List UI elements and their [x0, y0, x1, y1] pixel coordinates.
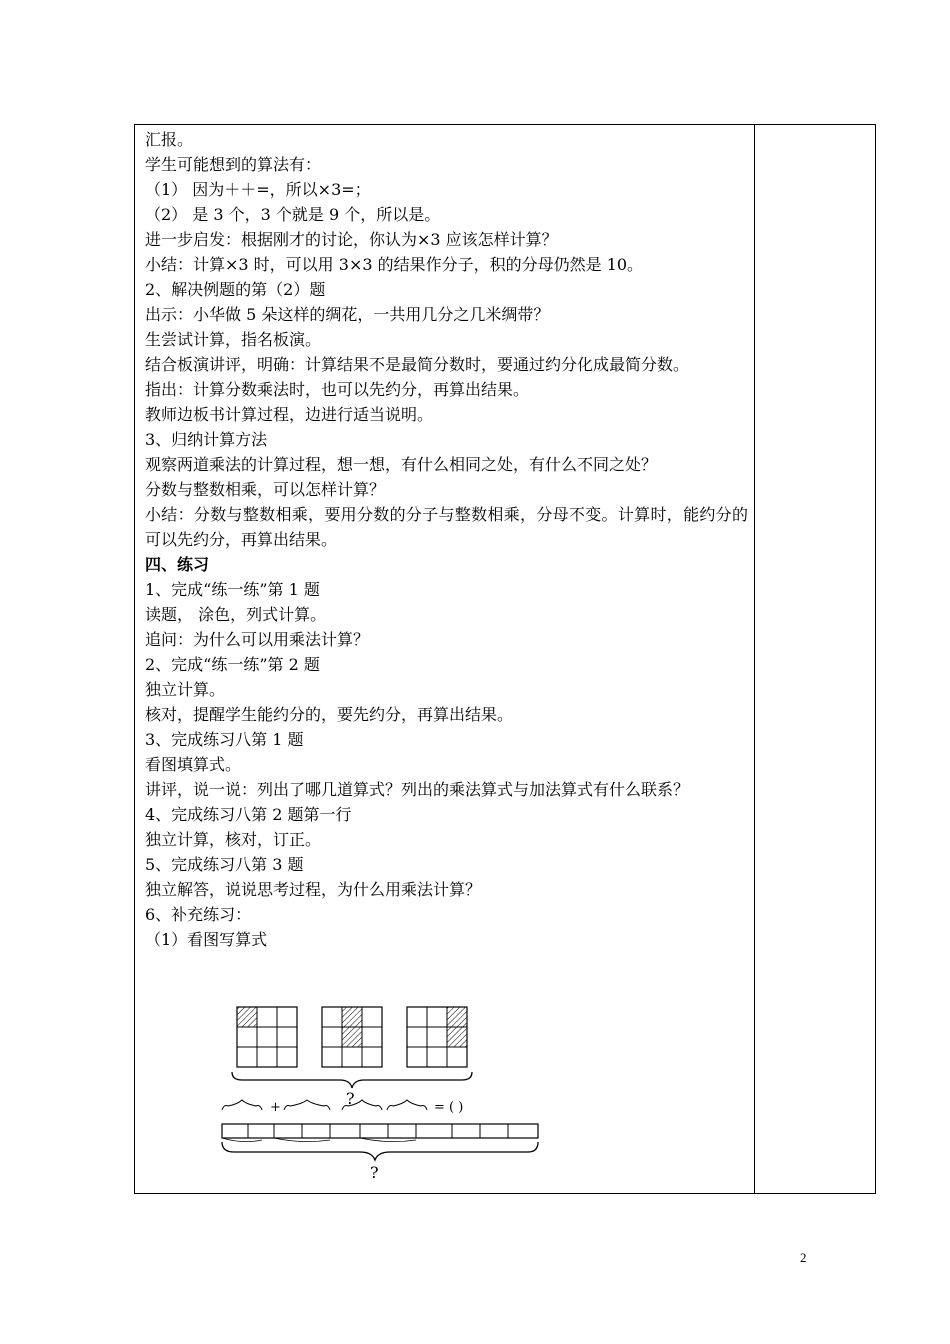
text-line: 3、完成练习八第 1 题: [145, 730, 304, 749]
page-number: 2: [800, 1250, 807, 1265]
segment-bar: [222, 1124, 538, 1142]
text-line: （2） 是 3 个，3 个就是 9 个，所以是。: [145, 205, 441, 224]
text-line: 6、补充练习：: [145, 905, 252, 924]
text-line: 观察两道乘法的计算过程，想一想，有什么相同之处，有什么不同之处？: [145, 455, 658, 474]
equation-answer: = ( ): [434, 1100, 464, 1115]
text-line: 生尝试计算，指名板演。: [145, 330, 322, 349]
text-line: 看图填算式。: [145, 755, 242, 774]
text-line: 核对，提醒学生能约分的，要先约分，再算出结果。: [145, 705, 514, 724]
text-line: 2、完成“练一练”第 2 题: [145, 655, 320, 674]
equation-row: [222, 1100, 463, 1115]
plus-sign: +: [270, 1100, 281, 1115]
text-line: 指出：计算分数乘法时，也可以先约分，再算出结果。: [145, 380, 530, 399]
text-line: 小结：计算×3 时，可以用 3×3 的结果作分子，积的分母仍然是 10。: [145, 255, 644, 274]
text-line: 汇报。: [145, 130, 194, 149]
top-brace: [232, 1072, 472, 1088]
text-line: 5、完成练习八第 3 题: [145, 855, 304, 874]
text-line: 读题， 涂色，列式计算。: [145, 605, 327, 624]
text-line: 进一步启发：根据刚才的讨论，你认为×3 应该怎样计算？: [145, 230, 558, 249]
bottom-brace: [222, 1142, 538, 1160]
text-line: （1）看图写算式: [145, 930, 268, 949]
text-line: 独立计算，核对，订正。: [145, 830, 322, 849]
section-title: 3、归纳计算方法: [145, 430, 268, 449]
shaded-grid: [237, 1007, 297, 1067]
text-paragraph: 小结：分数与整数相乘，要用分数的分子与整数相乘，分母不变。计算时，能约分的可以先约分，再算出结果。: [145, 505, 748, 549]
shaded-grid: [407, 1007, 467, 1067]
text-line: （1） 因为＋＋=，所以×3=；: [145, 180, 371, 199]
text-line: 分数与整数相乘，可以怎样计算？: [145, 480, 386, 499]
question-mark: ?: [346, 1089, 355, 1108]
text-line: 教师边板书计算过程，边进行适当说明。: [145, 405, 434, 424]
shaded-grid: [322, 1007, 382, 1067]
section-title: 2、解决例题的第（2）题: [145, 280, 326, 299]
text-line: 追问：为什么可以用乘法计算？: [145, 630, 370, 649]
lesson-content: [145, 127, 748, 952]
section-heading: 四、练习: [145, 555, 210, 574]
text-line: 1、完成“练一练”第 1 题: [145, 580, 320, 599]
text-line: 4、完成练习八第 2 题第一行: [145, 805, 352, 824]
text-line: 学生可能想到的算法有：: [145, 155, 322, 174]
text-line: 独立计算。: [145, 680, 226, 699]
text-line: 出示：小华做 5 朵这样的绸花，一共用几分之几米绸带？: [145, 305, 550, 324]
text-paragraph: 结合板演讲评，明确：计算结果不是最简分数时，要通过约分化成最简分数。: [145, 355, 690, 374]
question-mark: ?: [370, 1163, 379, 1182]
text-paragraph: 讲评，说一说：列出了哪几道算式？列出的乘法算式与加法算式有什么联系？: [145, 780, 690, 799]
table-column-divider: [754, 124, 755, 1194]
text-line: 独立解答，说说思考过程，为什么用乘法计算？: [145, 880, 482, 899]
fraction-grid-figure: [212, 1000, 552, 1185]
